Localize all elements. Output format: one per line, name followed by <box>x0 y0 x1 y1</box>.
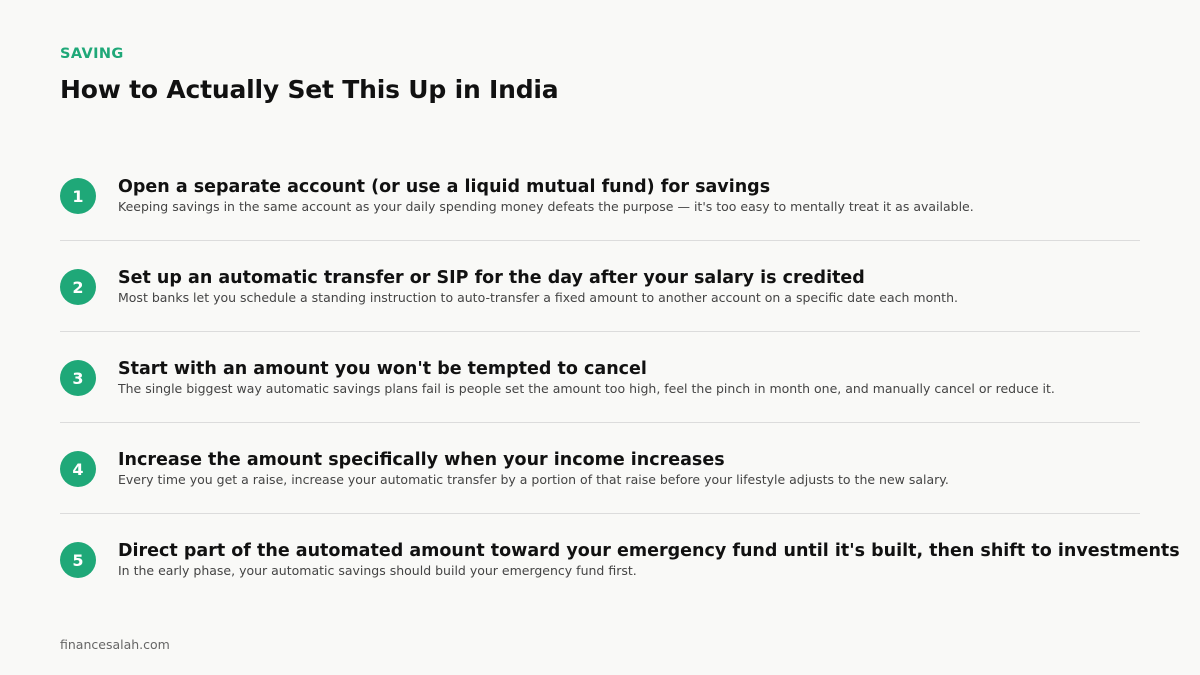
step-description: Keeping savings in the same account as your daily spending money defeats the purpose — it's too easy to mentally treat it as available. <box>118 199 974 214</box>
step-text <box>118 177 1140 215</box>
step-description: Most banks let you schedule a standing instruction to auto-transfer a fixed amount to another account on a specific date each month. <box>118 290 958 305</box>
step-text <box>118 268 1140 306</box>
step-heading: Open a separate account (or use a liquid mutual fund) for savings <box>118 177 771 197</box>
step-description: In the early phase, your automatic savings should build your emergency fund first. <box>118 563 637 578</box>
step-item <box>60 150 1140 241</box>
step-item <box>60 423 1140 514</box>
step-item <box>60 332 1140 423</box>
step-number-badge: 4 <box>60 451 96 487</box>
steps-list <box>60 150 1180 605</box>
step-description: The single biggest way automatic savings plans fail is people set the amount too high, feel the pinch in month one, and manually cancel or reduce it. <box>118 381 1055 396</box>
step-heading: Start with an amount you won't be tempted to cancel <box>118 359 647 379</box>
step-text <box>118 359 1140 397</box>
step-number-badge: 5 <box>60 542 96 578</box>
step-heading: Direct part of the automated amount toward your emergency fund until it's built, then shift to investments <box>118 541 1180 561</box>
step-number-badge: 2 <box>60 269 96 305</box>
step-text <box>118 450 1140 488</box>
step-text <box>118 541 1180 579</box>
page-title: How to Actually Set This Up in India <box>60 75 559 104</box>
step-number-badge: 3 <box>60 360 96 396</box>
category-label: SAVING <box>60 46 124 62</box>
step-item <box>60 241 1140 332</box>
step-number-badge: 1 <box>60 178 96 214</box>
step-heading: Set up an automatic transfer or SIP for the day after your salary is credited <box>118 268 865 288</box>
step-item <box>60 514 1180 605</box>
step-heading: Increase the amount specifically when your income increases <box>118 450 725 470</box>
source-footer: financesalah.com <box>60 637 170 652</box>
slide <box>60 0 1180 675</box>
step-description: Every time you get a raise, increase your automatic transfer by a portion of that raise before your lifestyle adjusts to the new salary. <box>118 472 949 487</box>
